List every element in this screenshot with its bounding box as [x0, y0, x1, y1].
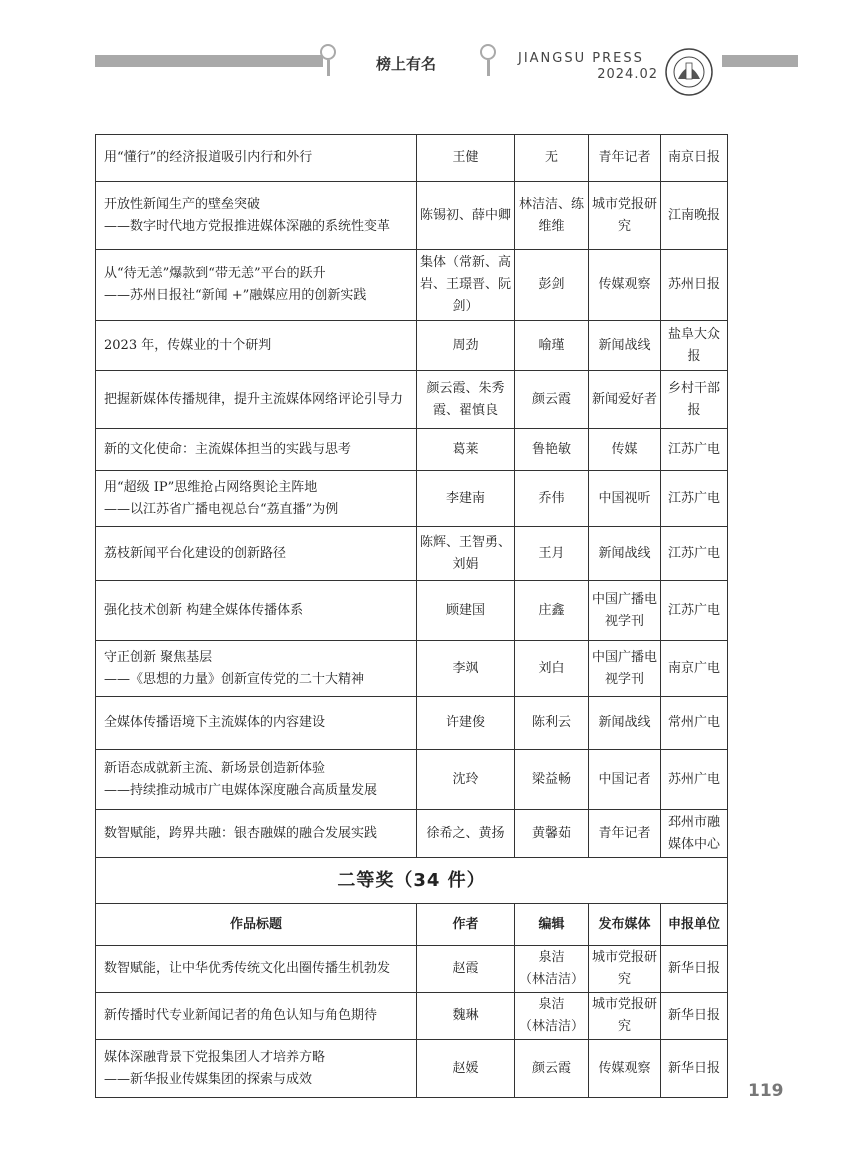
- reporting-unit-text: 盐阜大众报: [667, 326, 720, 364]
- publishing-media-text: 中国视听: [598, 490, 651, 506]
- reporting-unit-cell: [661, 321, 728, 371]
- column-header-editor: 编辑: [515, 904, 589, 946]
- editor-text: 刘白: [538, 660, 565, 676]
- editor-text: 陈利云: [531, 715, 571, 730]
- column-header-unit: 申报单位: [661, 904, 728, 946]
- author-cell: [417, 697, 515, 750]
- author-cell: [417, 321, 515, 371]
- brand-name: JIANGSU PRESS: [518, 51, 644, 66]
- column-header-media: 发布媒体: [589, 904, 661, 946]
- editor-cell: [515, 429, 589, 471]
- work-title-text: ——以江苏省广播电视总台“荔直播”为例: [104, 501, 339, 517]
- second-prize-heading: 二等奖（34 件）: [96, 858, 728, 904]
- work-title-text: ——持续推动城市广电媒体深度融合高质量发展: [104, 782, 378, 798]
- reporting-unit-text: 新华日报: [667, 961, 720, 976]
- editor-cell: [515, 250, 589, 321]
- reporting-unit-cell: [661, 135, 728, 182]
- author-cell: [417, 527, 515, 581]
- author-text: 王健: [452, 150, 479, 165]
- reporting-unit-text: 江苏广电: [667, 490, 720, 506]
- author-text: 陈辉、王智勇、刘娟: [419, 534, 511, 572]
- column-header-title: 作品标题: [96, 904, 417, 946]
- work-title-cell: [96, 750, 417, 810]
- editor-cell: [515, 321, 589, 371]
- editor-text: 泉洁: [538, 950, 565, 965]
- table-row: [96, 1040, 728, 1098]
- author-cell: [417, 993, 515, 1040]
- author-cell: [417, 581, 515, 641]
- editor-cell: [515, 641, 589, 697]
- reporting-unit-cell: [661, 429, 728, 471]
- editor-cell: [515, 697, 589, 750]
- table-row: [96, 135, 728, 182]
- author-cell: [417, 750, 515, 810]
- reporting-unit-cell: [661, 1040, 728, 1098]
- publishing-media-text: 传媒观察: [598, 277, 651, 292]
- editor-text: 梁益畅: [531, 771, 571, 787]
- work-title-cell: [96, 471, 417, 527]
- author-text: 顾建国: [445, 602, 485, 618]
- work-title-text: 用“超级 IP”思维抢占网络舆论主阵地: [104, 479, 318, 495]
- reporting-unit-text: 常州广电: [667, 715, 720, 730]
- work-title-cell: [96, 697, 417, 750]
- reporting-unit-text: 南京日报: [667, 150, 720, 165]
- table-row: [96, 429, 728, 471]
- author-cell: [417, 135, 515, 182]
- author-cell: [417, 471, 515, 527]
- editor-cell: [515, 182, 589, 250]
- work-title-cell: [96, 182, 417, 250]
- editor-text: 彭剑: [538, 277, 565, 292]
- author-text: 李飒: [452, 660, 479, 676]
- work-title-text: 媒体深融背景下党报集团人才培养方略: [104, 1049, 326, 1065]
- editor-text: （林洁洁）: [518, 1019, 584, 1034]
- publishing-media-text: 城市党报研究: [591, 950, 657, 987]
- publishing-media-cell: [589, 810, 661, 858]
- editor-text: 喻瑾: [538, 337, 565, 353]
- reporting-unit-text: 新华日报: [667, 1008, 720, 1023]
- editor-cell: [515, 946, 589, 993]
- work-title-text: ——苏州日报社“新闻 +”融媒应用的创新实践: [104, 288, 367, 303]
- work-title-cell: [96, 810, 417, 858]
- work-title-text: 数智赋能，跨界共融：银杏融媒的融合发展实践: [104, 825, 378, 841]
- publishing-media-text: 传媒: [611, 441, 638, 457]
- author-text: 魏琳: [452, 1008, 479, 1023]
- work-title-text: 新语态成就新主流、新场景创造新体验: [104, 760, 326, 776]
- author-cell: [417, 641, 515, 697]
- reporting-unit-cell: [661, 250, 728, 321]
- publishing-media-cell: [589, 697, 661, 750]
- publishing-media-text: 新闻爱好者: [591, 391, 657, 407]
- author-text: 李建南: [445, 490, 485, 506]
- association-logo-icon: [664, 47, 714, 97]
- publishing-media-cell: [589, 750, 661, 810]
- publishing-media-text: 中国广播电视学刊: [591, 649, 657, 687]
- awards-table: [95, 134, 728, 1098]
- publishing-media-cell: [589, 250, 661, 321]
- reporting-unit-text: 江南晚报: [667, 207, 720, 223]
- table-row: [96, 527, 728, 581]
- publishing-media-cell: [589, 993, 661, 1040]
- publishing-media-cell: [589, 371, 661, 429]
- header-bar-right: [722, 55, 798, 67]
- author-text: 陈锡初、薛中卿: [419, 207, 511, 223]
- publishing-media-text: 新闻战线: [598, 715, 651, 730]
- publishing-media-cell: [589, 581, 661, 641]
- work-title-text: 全媒体传播语境下主流媒体的内容建设: [104, 715, 326, 730]
- table-row: [96, 182, 728, 250]
- editor-cell: [515, 750, 589, 810]
- author-text: 颜云霞、朱秀霞、翟慎良: [426, 380, 505, 418]
- work-title-text: 2023 年，传媒业的十个研判: [104, 337, 272, 353]
- work-title-text: ——数字时代地方党报推进媒体深融的系统性变革: [104, 218, 391, 234]
- work-title-cell: [96, 581, 417, 641]
- editor-cell: [515, 993, 589, 1040]
- publishing-media-cell: [589, 429, 661, 471]
- publishing-media-cell: [589, 135, 661, 182]
- work-title-cell: [96, 946, 417, 993]
- work-title-text: 守正创新 聚焦基层: [104, 649, 213, 665]
- reporting-unit-text: 新华日报: [667, 1060, 720, 1076]
- publishing-media-text: 传媒观察: [598, 1060, 651, 1076]
- reporting-unit-cell: [661, 641, 728, 697]
- author-cell: [417, 182, 515, 250]
- work-title-text: 把握新媒体传播规律，提升主流媒体网络评论引导力: [104, 391, 404, 407]
- work-title-cell: [96, 641, 417, 697]
- reporting-unit-cell: [661, 581, 728, 641]
- work-title-cell: [96, 1040, 417, 1098]
- reporting-unit-cell: [661, 946, 728, 993]
- brand: [518, 51, 658, 83]
- reporting-unit-cell: [661, 182, 728, 250]
- work-title-cell: [96, 527, 417, 581]
- publishing-media-text: 新闻战线: [598, 337, 651, 353]
- work-title-text: 开放性新闻生产的壁垒突破: [104, 196, 261, 212]
- author-cell: [417, 946, 515, 993]
- work-title-cell: [96, 429, 417, 471]
- editor-cell: [515, 135, 589, 182]
- work-title-text: 新传播时代专业新闻记者的角色认知与角色期待: [104, 1008, 378, 1023]
- editor-cell: [515, 471, 589, 527]
- editor-cell: [515, 581, 589, 641]
- table-row: [96, 946, 728, 993]
- table-row: [96, 750, 728, 810]
- reporting-unit-text: 江苏广电: [667, 602, 720, 618]
- work-title-cell: [96, 321, 417, 371]
- editor-text: 黄馨茹: [531, 825, 571, 841]
- issue-date: 2024.02: [597, 67, 658, 82]
- table-row: [96, 371, 728, 429]
- author-cell: [417, 429, 515, 471]
- author-text: 赵霞: [452, 961, 479, 976]
- publishing-media-cell: [589, 1040, 661, 1098]
- publishing-media-text: 中国广播电视学刊: [591, 591, 657, 629]
- publishing-media-text: 中国记者: [598, 771, 651, 787]
- table-row: [96, 641, 728, 697]
- author-text: 周劲: [452, 337, 479, 353]
- author-text: 集体（常新、高岩、王璟晋、阮剑）: [419, 255, 511, 314]
- editor-text: 鲁艳敏: [531, 441, 571, 457]
- work-title-cell: [96, 993, 417, 1040]
- publishing-media-cell: [589, 527, 661, 581]
- reporting-unit-text: 江苏广电: [667, 441, 720, 457]
- editor-text: 王月: [538, 545, 565, 561]
- author-cell: [417, 371, 515, 429]
- publishing-media-text: 城市党报研究: [591, 997, 657, 1034]
- publishing-media-cell: [589, 321, 661, 371]
- header-bar-left: [95, 55, 323, 67]
- reporting-unit-text: 江苏广电: [667, 545, 720, 561]
- table-row: [96, 697, 728, 750]
- author-text: 许建俊: [445, 715, 485, 730]
- work-title-text: 新的文化使命：主流媒体担当的实践与思考: [104, 441, 352, 457]
- author-cell: [417, 810, 515, 858]
- editor-text: 无: [544, 150, 558, 165]
- editor-text: 颜云霞: [531, 391, 571, 407]
- reporting-unit-cell: [661, 697, 728, 750]
- editor-text: 颜云霞: [531, 1060, 571, 1076]
- editor-text: （林洁洁）: [518, 972, 584, 987]
- editor-cell: [515, 371, 589, 429]
- table-row: [96, 993, 728, 1040]
- author-text: 赵媛: [452, 1060, 479, 1076]
- table-row: [96, 471, 728, 527]
- work-title-cell: [96, 371, 417, 429]
- reporting-unit-text: 乡村干部报: [667, 380, 720, 418]
- work-title-text: ——《思想的力量》创新宣传党的二十大精神: [104, 671, 365, 687]
- author-cell: [417, 1040, 515, 1098]
- editor-text: 乔伟: [538, 490, 565, 506]
- author-text: 沈玲: [452, 771, 479, 787]
- reporting-unit-cell: [661, 750, 728, 810]
- reporting-unit-cell: [661, 527, 728, 581]
- work-title-cell: [96, 250, 417, 321]
- publishing-media-text: 新闻战线: [598, 545, 651, 561]
- table-row: [96, 321, 728, 371]
- table-row: [96, 581, 728, 641]
- author-text: 葛莱: [452, 441, 479, 457]
- reporting-unit-text: 苏州广电: [667, 771, 720, 787]
- publishing-media-cell: [589, 946, 661, 993]
- reporting-unit-cell: [661, 993, 728, 1040]
- work-title-text: 荔枝新闻平台化建设的创新路径: [104, 545, 287, 561]
- table-row: [96, 810, 728, 858]
- reporting-unit-cell: [661, 810, 728, 858]
- editor-text: 林洁洁、练维维: [518, 196, 584, 234]
- publishing-media-cell: [589, 182, 661, 250]
- editor-cell: [515, 810, 589, 858]
- editor-cell: [515, 1040, 589, 1098]
- reporting-unit-text: 南京广电: [667, 660, 720, 676]
- table-row: [96, 250, 728, 321]
- work-title-text: ——新华报业传媒集团的探索与成效: [104, 1071, 313, 1087]
- author-text: 徐希之、黄扬: [426, 825, 505, 841]
- column-header-author: 作者: [417, 904, 515, 946]
- pin-icon: [480, 44, 496, 78]
- work-title-text: 用“懂行”的经济报道吸引内行和外行: [104, 150, 313, 165]
- publishing-media-text: 青年记者: [598, 825, 651, 841]
- publishing-media-text: 青年记者: [598, 150, 651, 165]
- work-title-text: 从“待无恙”爆款到“带无恙”平台的跃升: [104, 266, 326, 281]
- work-title-cell: [96, 135, 417, 182]
- publishing-media-cell: [589, 471, 661, 527]
- publishing-media-cell: [589, 641, 661, 697]
- pin-icon: [320, 44, 336, 78]
- reporting-unit-cell: [661, 471, 728, 527]
- page-number: 119: [748, 1081, 784, 1101]
- publishing-media-text: 城市党报研究: [591, 196, 657, 234]
- author-cell: [417, 250, 515, 321]
- editor-text: 泉洁: [538, 997, 565, 1012]
- section-title: 榜上有名: [376, 55, 437, 73]
- work-title-text: 强化技术创新 构建全媒体传播体系: [104, 602, 304, 618]
- work-title-text: 数智赋能，让中华优秀传统文化出圈传播生机勃发: [104, 961, 391, 976]
- reporting-unit-cell: [661, 371, 728, 429]
- reporting-unit-text: 邳州市融媒体中心: [667, 814, 720, 852]
- editor-cell: [515, 527, 589, 581]
- editor-text: 庄鑫: [538, 602, 565, 618]
- reporting-unit-text: 苏州日报: [667, 277, 720, 292]
